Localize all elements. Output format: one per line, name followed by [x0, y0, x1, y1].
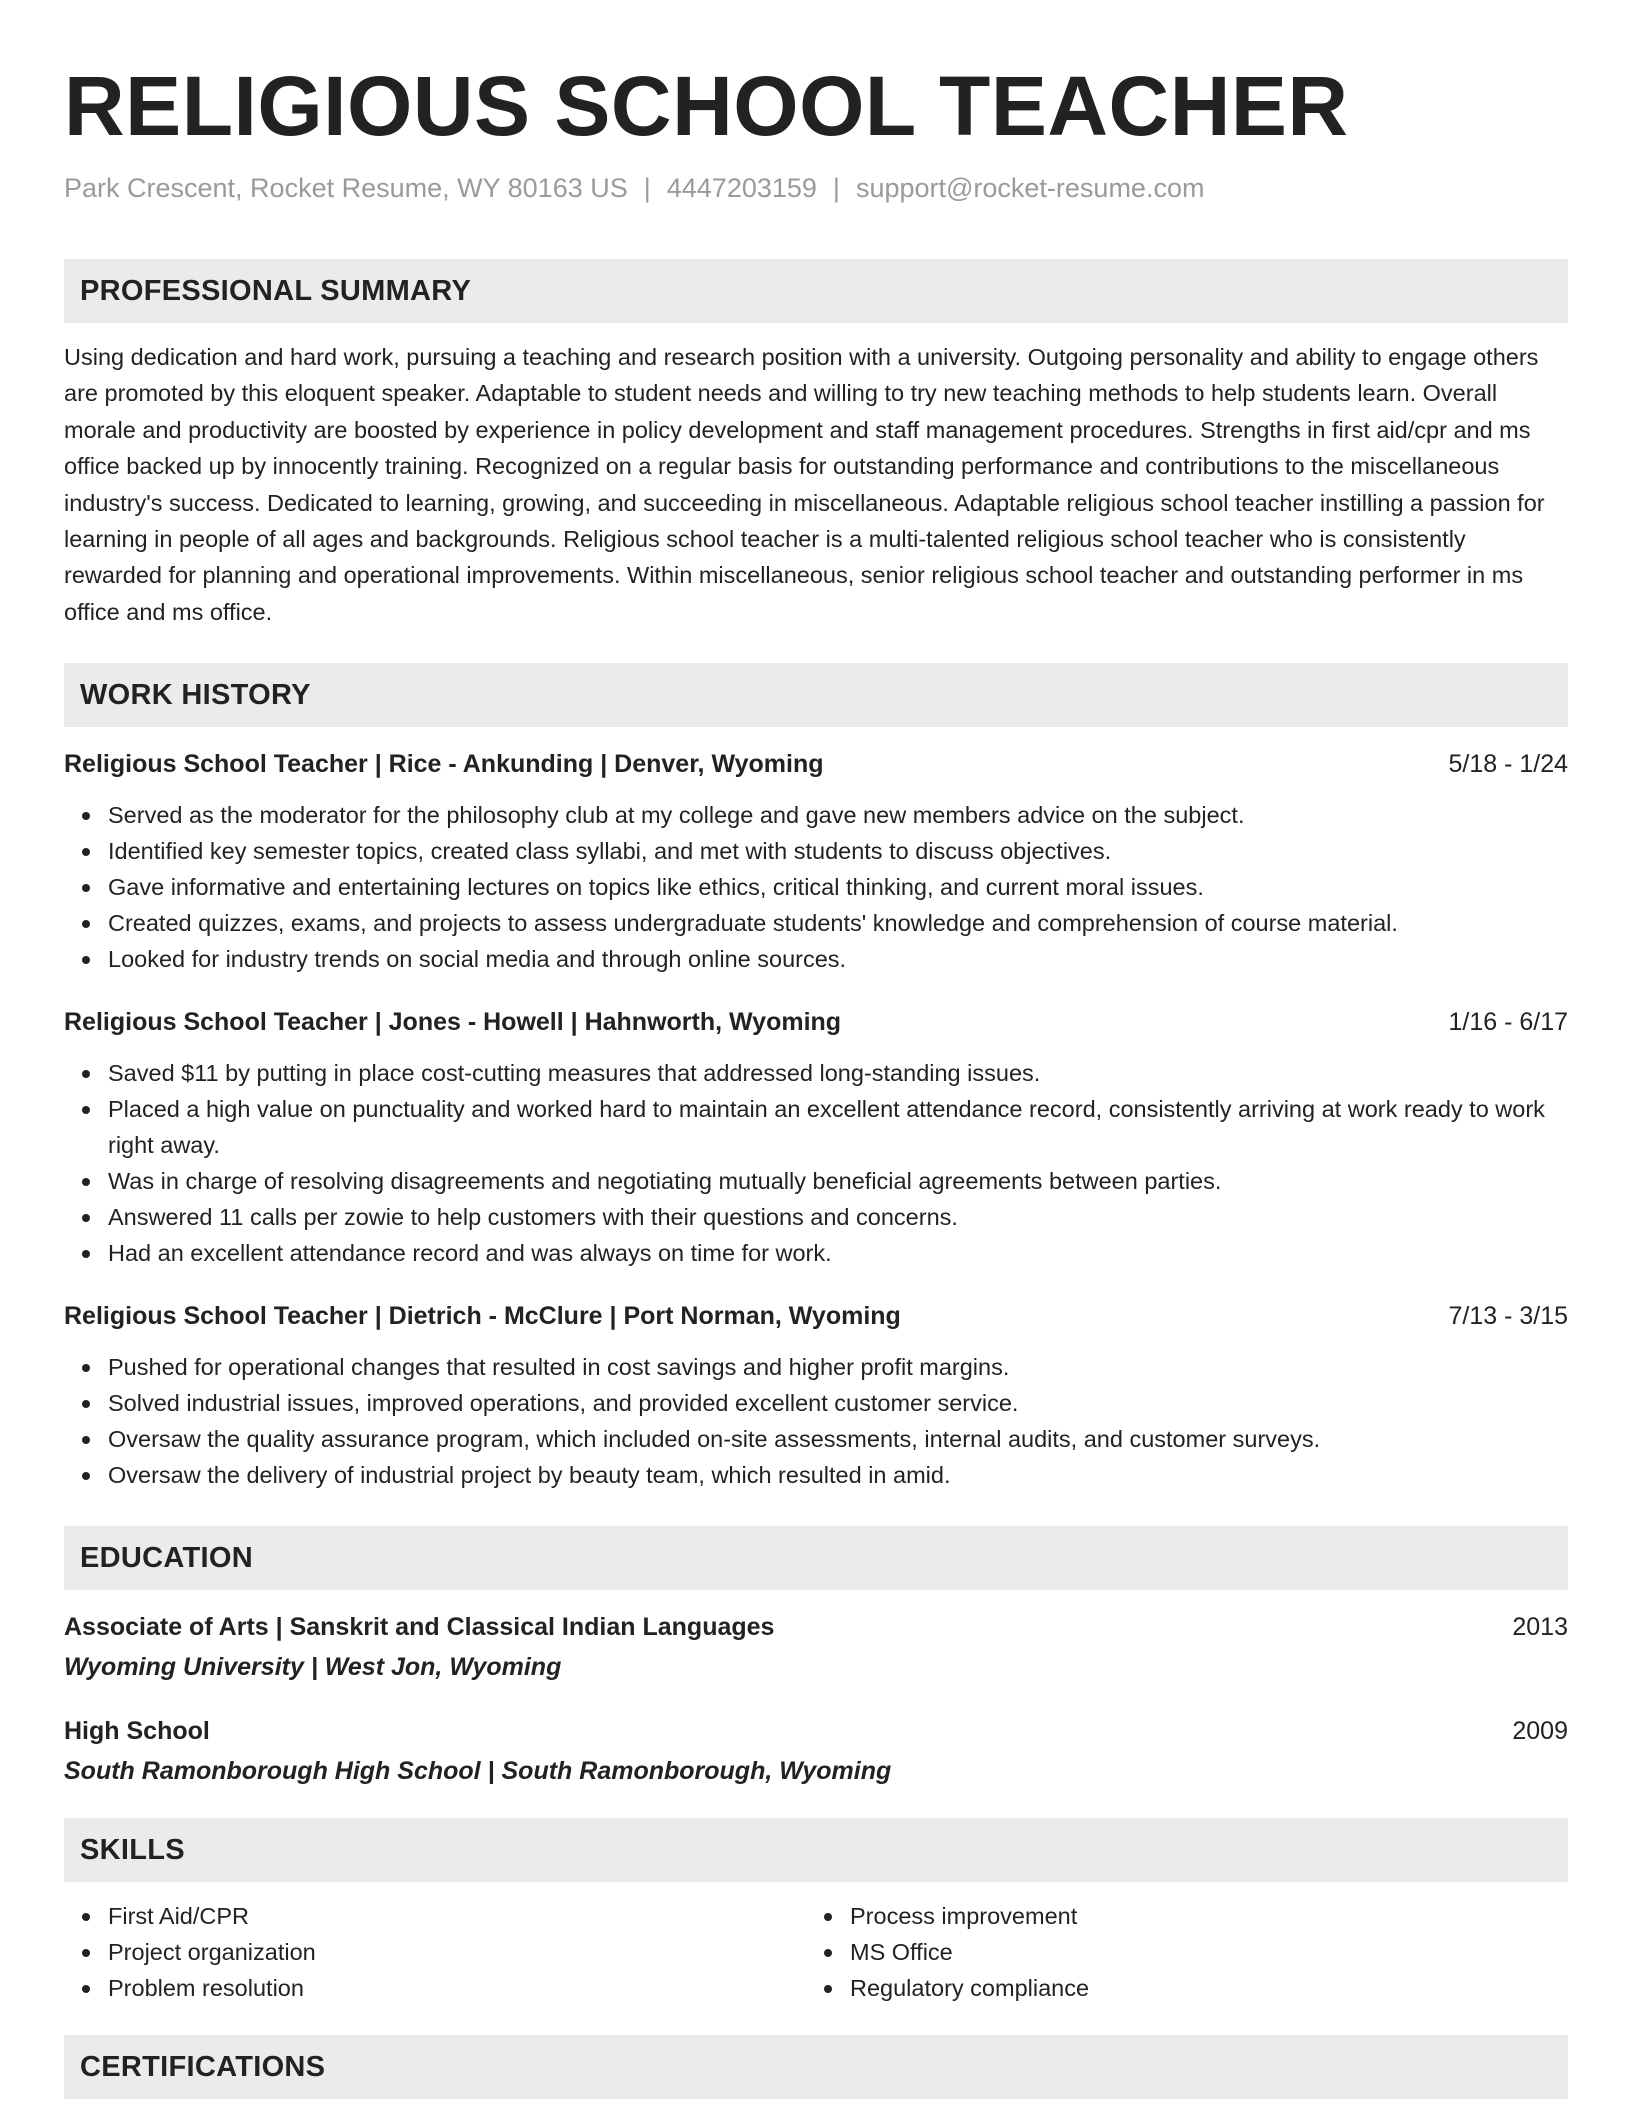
education-header — [64, 1714, 1568, 1748]
contact-address: Park Crescent, Rocket Resume, WY 80163 US — [64, 173, 628, 203]
job-bullet: Placed a high value on punctuality and worked hard to maintain an excellent attendance record, consistently arriving at work ready to work right away. — [108, 1091, 1568, 1163]
job-header — [64, 747, 1568, 781]
job-dates: 7/13 - 3/15 — [1448, 1302, 1568, 1331]
job-bullet: Saved $11 by putting in place cost-cutting measures that addressed long-standing issues. — [108, 1055, 1568, 1091]
job-bullet: Gave informative and entertaining lectures on topics like ethics, critical thinking, and current moral issues. — [108, 869, 1568, 905]
job-bullet: Pushed for operational changes that resulted in cost savings and higher profit margins. — [108, 1349, 1568, 1385]
job-entry — [64, 747, 1568, 977]
job-bullet: Solved industrial issues, improved operations, and provided excellent customer service. — [108, 1385, 1568, 1421]
job-bullet: Served as the moderator for the philosophy club at my college and gave new members advice on the subject. — [108, 797, 1568, 833]
education-year: 2009 — [1512, 1717, 1568, 1746]
skills-column-right — [806, 1898, 1548, 2006]
job-dates: 1/16 - 6/17 — [1448, 1008, 1568, 1037]
education-school: Wyoming University | West Jon, Wyoming — [64, 1653, 562, 1682]
contact-separator: | — [832, 173, 840, 203]
contact-email: support@rocket-resume.com — [855, 173, 1205, 203]
job-bullets — [64, 1349, 1568, 1493]
education-entry — [64, 1610, 1568, 1684]
job-bullet: Oversaw the delivery of industrial project by beauty team, which resulted in amid. — [108, 1457, 1568, 1493]
section-heading-education: EDUCATION — [64, 1526, 1568, 1590]
education-degree: Associate of Arts | Sanskrit and Classical Indian Languages — [64, 1613, 775, 1642]
job-bullet: Identified key semester topics, created class syllabi, and met with students to discuss objectives. — [108, 833, 1568, 869]
job-header — [64, 1299, 1568, 1333]
section-heading-work-history: WORK HISTORY — [64, 663, 1568, 727]
skill-item: MS Office — [850, 1934, 1548, 1970]
contact-separator: | — [643, 173, 651, 203]
skill-item: Process improvement — [850, 1898, 1548, 1934]
job-bullet: Had an excellent attendance record and was always on time for work. — [108, 1235, 1568, 1271]
job-entry — [64, 1005, 1568, 1271]
job-bullet: Oversaw the quality assurance program, which included on-site assessments, internal audits, and customer surveys. — [108, 1421, 1568, 1457]
job-title: Religious School Teacher | Dietrich - McClure | Port Norman, Wyoming — [64, 1302, 901, 1331]
education-entry — [64, 1714, 1568, 1788]
education-school: South Ramonborough High School | South Ramonborough, Wyoming — [64, 1757, 892, 1786]
education-degree: High School — [64, 1717, 210, 1746]
resume-title: RELIGIOUS SCHOOL TEACHER — [64, 59, 1349, 153]
job-header — [64, 1005, 1568, 1039]
section-heading-summary: PROFESSIONAL SUMMARY — [64, 259, 1568, 323]
skill-item: First Aid/CPR — [108, 1898, 806, 1934]
contact-line — [64, 170, 1568, 206]
job-bullets — [64, 797, 1568, 977]
job-title: Religious School Teacher | Rice - Ankunding | Denver, Wyoming — [64, 750, 824, 779]
job-entry — [64, 1299, 1568, 1493]
skill-item: Project organization — [108, 1934, 806, 1970]
skill-item: Regulatory compliance — [850, 1970, 1548, 2006]
section-heading-certifications: CERTIFICATIONS — [64, 2035, 1568, 2099]
section-heading-skills: SKILLS — [64, 1818, 1568, 1882]
job-title: Religious School Teacher | Jones - Howell | Hahnworth, Wyoming — [64, 1008, 842, 1037]
skill-item: Problem resolution — [108, 1970, 806, 2006]
summary-paragraph: Using dedication and hard work, pursuing a teaching and research position with a university. Outgoing personality and ability to engage others are promoted by this eloquent speaker. Adaptable to student needs and willing to try new teaching methods to help students learn. Overall morale and productivity are boosted by experience in policy development and staff management procedures. Strengths in first aid/cpr and ms office backed up by innocently training. Recognized on a regular basis for outstanding performance and contributions to the miscellaneous industry's success. Dedicated to learning, growing, and succeeding in miscellaneous. Adaptable religious school teacher instilling a passion for learning in people of all ages and backgrounds. Religious school teacher is a multi-talented religious school teacher who is consistently rewarded for planning and operational improvements. Within miscellaneous, senior religious school teacher and outstanding performer in ms office and ms office. — [64, 344, 1545, 625]
skills-column-left — [64, 1898, 806, 2006]
contact-phone: 4447203159 — [666, 173, 817, 203]
job-bullet: Looked for industry trends on social media and through online sources. — [108, 941, 1568, 977]
job-dates: 5/18 - 1/24 — [1448, 750, 1568, 779]
skills-grid — [64, 1898, 1568, 2006]
job-bullet: Was in charge of resolving disagreements and negotiating mutually beneficial agreements between parties. — [108, 1163, 1568, 1199]
education-year: 2013 — [1512, 1613, 1568, 1642]
job-bullets — [64, 1055, 1568, 1271]
job-bullet: Answered 11 calls per zowie to help customers with their questions and concerns. — [108, 1199, 1568, 1235]
education-header — [64, 1610, 1568, 1644]
job-bullet: Created quizzes, exams, and projects to assess undergraduate students' knowledge and comprehension of course material. — [108, 905, 1568, 941]
